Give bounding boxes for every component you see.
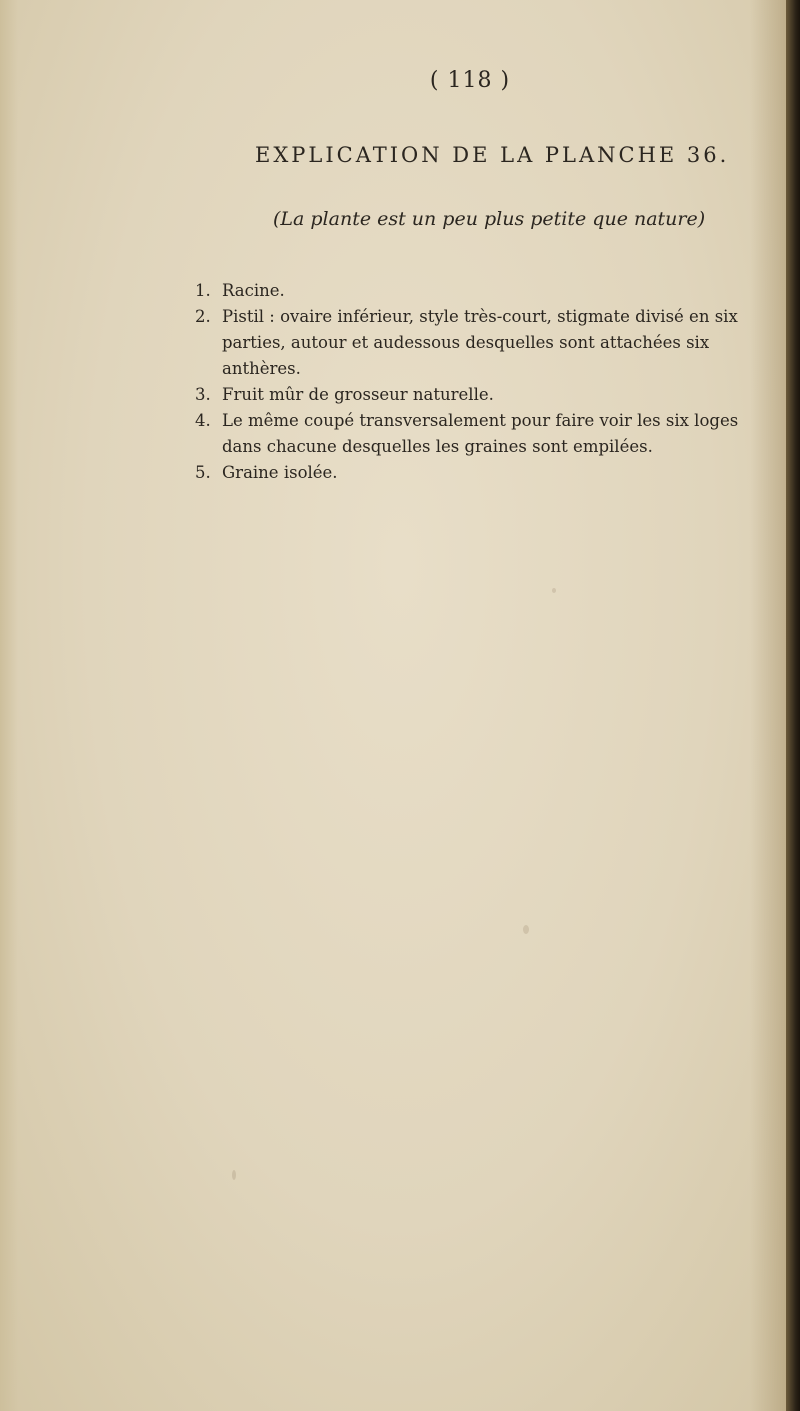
page-number: ( 118 ) (429, 68, 511, 93)
list-item (195, 382, 770, 408)
page-left-edge (0, 0, 18, 1411)
page-gutter-shadow (750, 0, 786, 1411)
list-item (195, 304, 770, 382)
item-number: 4. (195, 411, 211, 430)
list-item (195, 408, 770, 460)
item-text: Pistil : ovaire inférieur, style très-court, stigmate divisé en six parties, autour et audessous desquelles sont attachées six anthères. (222, 307, 738, 378)
page-binding-edge (786, 0, 800, 1411)
item-text: Le même coupé transversalement pour faire voir les six loges dans chacune desquelles les graines sont empilées. (222, 411, 739, 456)
item-number: 2. (195, 307, 211, 326)
ink-spot (552, 588, 556, 593)
item-number: 5. (195, 463, 211, 482)
item-text: Fruit mûr de grosseur naturelle. (222, 385, 494, 404)
item-text: Racine. (222, 281, 285, 300)
plate-subtitle: (La plante est un peu plus petite que nature) (273, 208, 706, 230)
page-title: EXPLICATION DE LA PLANCHE 36. (255, 143, 730, 167)
item-text: Graine isolée. (222, 463, 338, 482)
ink-spot (523, 925, 529, 934)
item-number: 3. (195, 385, 211, 404)
ink-spot (232, 1170, 236, 1180)
list-item (195, 460, 770, 486)
list-item (195, 278, 770, 304)
plate-explanation-list (195, 278, 770, 486)
item-number: 1. (195, 281, 211, 300)
